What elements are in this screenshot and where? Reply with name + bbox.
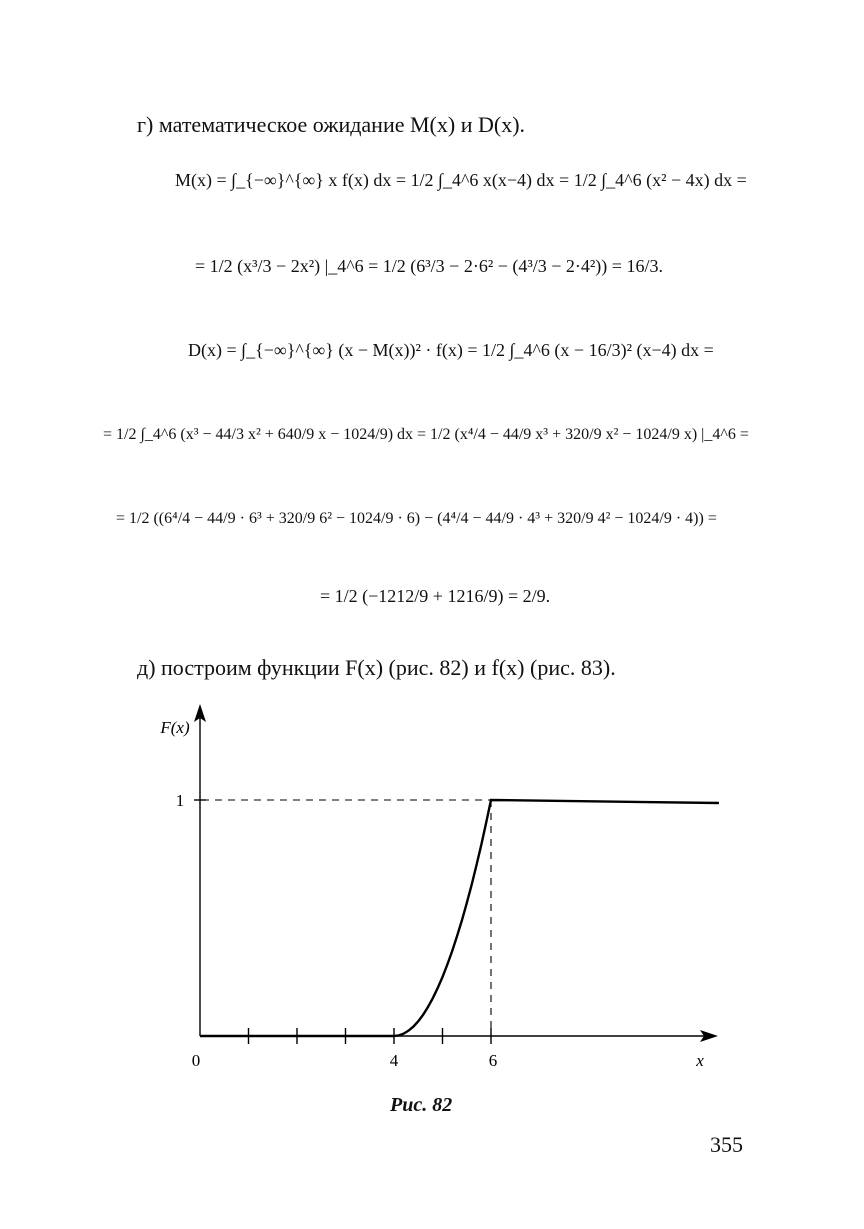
x-axis-label: x [696,1051,704,1070]
figure-caption: Рис. 82 [390,1094,453,1116]
equation-variance-line-4: = 1/2 (−1212/9 + 1216/9) = 2/9. [320,586,551,606]
item-d-heading: д) построим функции F(x) (рис. 82) и f(x) (рис. 83). [137,655,616,680]
x-tick-label-0: 0 [191,1051,201,1070]
equation-variance-line-1: D(x) = ∫_{−∞}^{∞} (x − M(x))² · f(x) = 1/2 ∫_4^6 (x − 16/3)² (x−4) dx = [188,340,714,360]
item-g-heading: г) математическое ожидание M(x) и D(x). [137,112,526,137]
equation-expected-value-line-1: M(x) = ∫_{−∞}^{∞} x f(x) dx = 1/2 ∫_4^6 x(x−4) dx = 1/2 ∫_4^6 (x² − 4x) dx = [175,170,747,190]
y-axis-label: F(x) [160,718,190,737]
equation-variance-line-2: = 1/2 ∫_4^6 (x³ − 44/3 x² + 640/9 x − 1024/9) dx = 1/2 (x⁴/4 − 44/9 x³ + 320/9 x² − 1024/9 x) |_4^6 = [103,426,749,443]
equation-expected-value-line-2: = 1/2 (x³/3 − 2x²) |_4^6 = 1/2 (6³/3 − 2·6² − (4³/3 − 2·4²)) = 16/3. [195,256,663,276]
equation-variance-line-3: = 1/2 ((6⁴/4 − 44/9 · 6³ + 320/9 6² − 1024/9 · 6) − (4⁴/4 − 44/9 · 4³ + 320/9 4² − 1024/9 · 4)) = [116,510,717,527]
x-tick-label-6: 6 [488,1051,498,1070]
x-tick-label-4: 4 [389,1051,399,1070]
page-number: 355 [710,1132,743,1157]
y-tick-label-1: 1 [175,791,185,810]
distribution-function-curve [200,800,719,1036]
